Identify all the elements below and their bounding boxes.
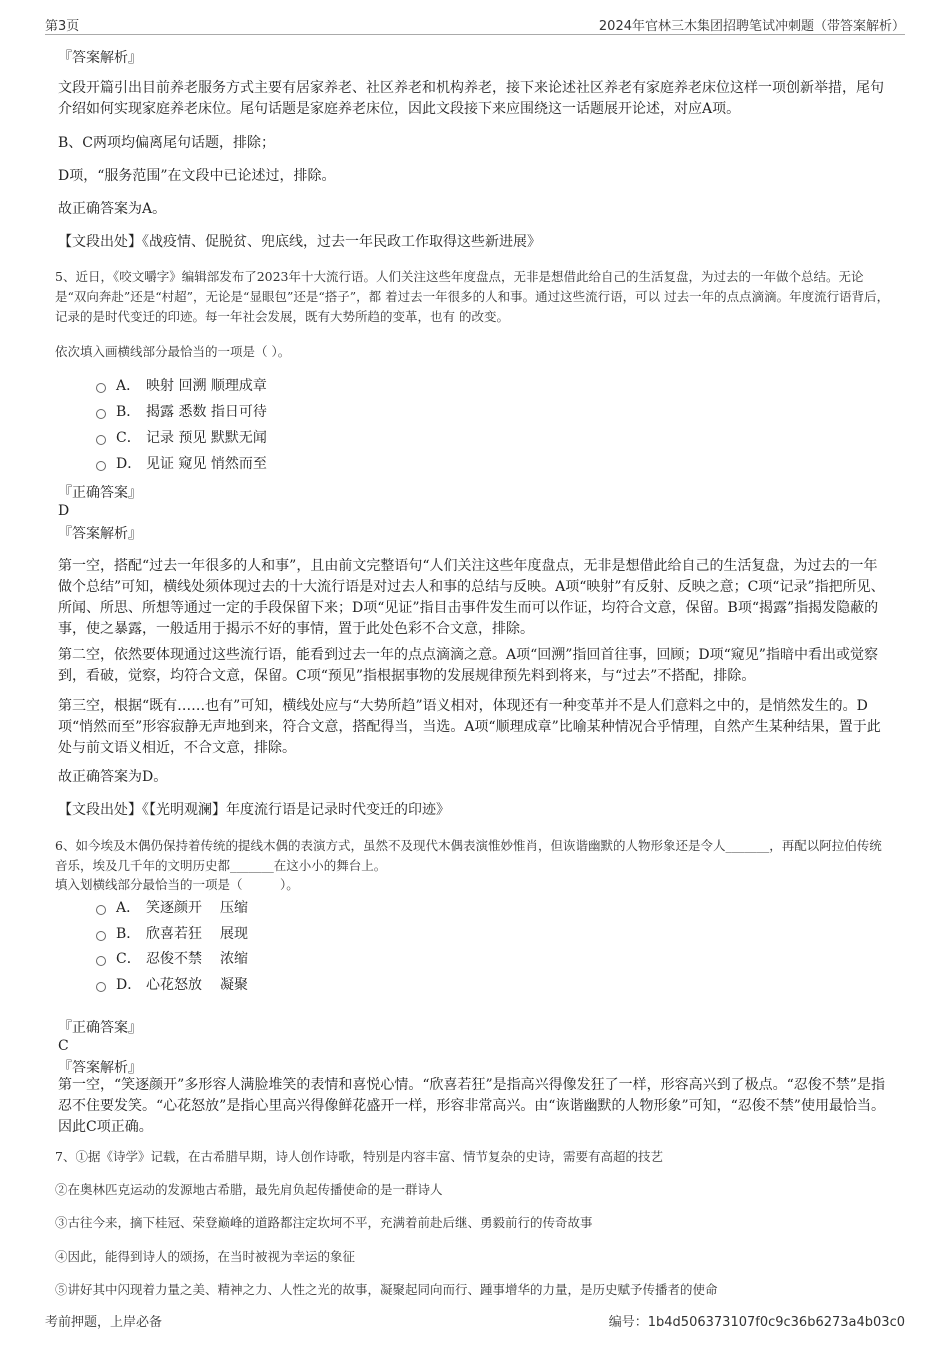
q6-prompt: 填入划横线部分最恰当的一项是（ ）。: [55, 877, 299, 892]
page-header: [45, 12, 905, 35]
option-text: 记录 预见 默默无闻: [146, 430, 267, 446]
option-letter: C．: [116, 951, 141, 967]
q4-analysis-label: 『答案解析』: [58, 50, 142, 66]
radio-icon[interactable]: [96, 435, 106, 445]
radio-icon[interactable]: [96, 931, 106, 941]
q6-option-c[interactable]: [96, 949, 248, 969]
option-word-1: 笑逐颜开: [146, 900, 202, 916]
document-id: 编号：1b4d506373107f0c9c36b6273a4b03c0: [608, 1315, 905, 1330]
option-word-1: 欣喜若狂: [146, 926, 202, 942]
radio-icon[interactable]: [96, 461, 106, 471]
q5-option-a[interactable]: [96, 376, 267, 396]
radio-icon[interactable]: [96, 383, 106, 393]
q4-analysis-p3: D项，“服务范围”在文段中已论述过，排除。: [58, 168, 336, 184]
option-letter: D．: [116, 977, 142, 993]
q6-option-b[interactable]: [96, 924, 248, 944]
q5-option-b[interactable]: [96, 402, 267, 422]
q7-sentence-2: ②在奥林匹克运动的发源地古希腊，最先肩负起传播使命的是一群诗人: [55, 1182, 443, 1197]
q5-analysis-p2: 第二空，依然要体现通过这些流行语，能看到过去一年的点点滴滴之意。A项“回溯”指回首往事，回顾；D项“窥见”指暗中看出或觉察到，看破，觉察，均符合文意，保留。C项“预见”指根据事物的发展规律预先料到将来，与“过去”不搭配，排除。: [58, 647, 878, 684]
q5-correct-label: 『正确答案』: [58, 485, 142, 501]
option-text: 见证 窥见 悄然而至: [146, 456, 267, 472]
option-word-2: 压缩: [220, 900, 248, 916]
q5-source: 【文段出处】《【光明观澜】年度流行语是记录时代变迁的印迹》: [58, 802, 450, 818]
q6-option-d[interactable]: [96, 975, 248, 995]
q5-analysis-p4: 故正确答案为D。: [58, 769, 168, 785]
q5-analysis-label: 『答案解析』: [58, 526, 142, 542]
q7-sentence-4: ④因此，能得到诗人的颂扬，在当时被视为幸运的象征: [55, 1249, 356, 1264]
option-letter: B．: [116, 926, 141, 942]
q5-correct-answer: D: [58, 503, 70, 519]
footer-slogan: 考前押题，上岸必备: [45, 1315, 163, 1330]
q5-option-c[interactable]: [96, 428, 267, 448]
option-letter: C．: [116, 430, 141, 446]
q4-analysis-p4: 故正确答案为A。: [58, 201, 167, 217]
option-word-2: 浓缩: [220, 951, 248, 967]
q7-sentence-3: ③古往今来，摘下桂冠、荣登巅峰的道路都注定坎坷不平，充满着前赴后继、勇毅前行的传奇故事: [55, 1215, 593, 1230]
option-word-2: 展现: [220, 926, 248, 942]
page-number: 第3页: [45, 19, 80, 34]
option-word-1: 心花怒放: [146, 977, 202, 993]
option-word-2: 凝聚: [220, 977, 248, 993]
radio-icon[interactable]: [96, 905, 106, 915]
option-text: 揭露 悉数 指日可待: [146, 404, 267, 420]
q4-source: 【文段出处】《战疫情、促脱贫、兜底线，过去一年民政工作取得这些新进展》: [58, 234, 541, 250]
option-letter: D．: [116, 456, 142, 472]
q5-stem: 5、近日，《咬文嚼字》编辑部发布了2023年十大流行语。人们关注这些年度盘点，无非是想借此给自己的生活复盘，为过去的一年做个总结。无论是“双向奔赴”还是“村超”，无论是“显眼包”还是“搭子”，都 着过去一年很多的人和事。通过这些流行语，可以 过去一年的点点滴滴。年度流行语背后，记录的是时代变迁的印迹。每一年社会发展，既有大势所趋的变革，也有 的改变。: [55, 269, 890, 324]
option-letter: A．: [116, 378, 141, 394]
q6-analysis-label: 『答案解析』: [58, 1060, 142, 1076]
q4-analysis-p2: B、C两项均偏离尾句话题，排除；: [58, 135, 275, 151]
option-text: 映射 回溯 顺理成章: [146, 378, 267, 394]
q5-analysis-p3: 第三空，根据“既有……也有”可知，横线处应与“大势所趋”语义相对，体现还有一种变革并不是人们意料之中的，是悄然发生的。D项“悄然而至”形容寂静无声地到来，符合文意，搭配得当，当选。A项“顺理成章”比喻某种情况合乎情理，自然产生某种结果，置于此处与前文语义相近，不合文意，排除。: [58, 698, 881, 756]
q6-analysis-p1: 第一空，“笑逐颜开”多形容人满脸堆笑的表情和喜悦心情。“欣喜若狂”是指高兴得像发狂了一样，形容高兴到了极点。“忍俊不禁”是指忍不住要发笑。“心花怒放”是指心里高兴得像鲜花盛开一样，形容非常高兴。由“诙谐幽默的人物形象”可知，“忍俊不禁”使用最恰当。因此C项正确。: [58, 1077, 885, 1135]
option-letter: B．: [116, 404, 141, 420]
document-title: 2024年官林三木集团招聘笔试冲刺题（带答案解析）: [598, 19, 905, 34]
option-word-1: 忍俊不禁: [146, 951, 202, 967]
q7-sentence-5: ⑤讲好其中闪现着力量之美、精神之力、人性之光的故事，凝聚起同向而行、踵事增华的力量，是历史赋予传播者的使命: [55, 1282, 718, 1297]
radio-icon[interactable]: [96, 409, 106, 419]
q5-analysis-p1: 第一空，搭配“过去一年很多的人和事”，且由前文完整语句“人们关注这些年度盘点，无非是想借此给自己的生活复盘，为过去的一年做个总结”可知，横线处须体现过去的十大流行语是对过去人和事的总结与反映。A项“映射”有反射、反映之意；C项“记录”指把所见、所闻、所思、所想等通过一定的手段保留下来；D项“见证”指目击事件发生而可以作证，均符合文意，保留。B项“揭露”指揭发隐蔽的事，使之暴露，一般适用于揭示不好的事情，置于此处色彩不合文意，排除。: [58, 558, 885, 637]
q5-prompt: 依次填入画横线部分最恰当的一项是（ ）。: [55, 344, 291, 359]
q6-correct-label: 『正确答案』: [58, 1020, 142, 1036]
q4-analysis-p1: 文段开篇引出目前养老服务方式主要有居家养老、社区养老和机构养老，接下来论述社区养老有家庭养老床位这样一项创新举措，尾句介绍如何实现家庭养老床位。尾句话题是家庭养老床位，因此文段接下来应围绕这一话题展开论述，对应A项。: [58, 80, 884, 117]
q6-correct-answer: C: [58, 1038, 69, 1054]
radio-icon[interactable]: [96, 982, 106, 992]
option-letter: A．: [116, 900, 141, 916]
q6-option-a[interactable]: [96, 898, 248, 918]
radio-icon[interactable]: [96, 956, 106, 966]
q7-sentence-1: 7、①据《诗学》记载，在古希腊早期，诗人创作诗歌，特别是内容丰富、情节复杂的史诗，需要有高超的技艺: [55, 1149, 663, 1164]
q6-stem: 6、如今埃及木偶仍保持着传统的提线木偶的表演方式，虽然不及现代木偶表演惟妙惟肖，但诙谐幽默的人物形象还是令人_______，再配以阿拉伯传统音乐，埃及几千年的文明历史都_______在这小小的舞台上。: [55, 838, 882, 873]
q5-option-d[interactable]: [96, 454, 267, 474]
